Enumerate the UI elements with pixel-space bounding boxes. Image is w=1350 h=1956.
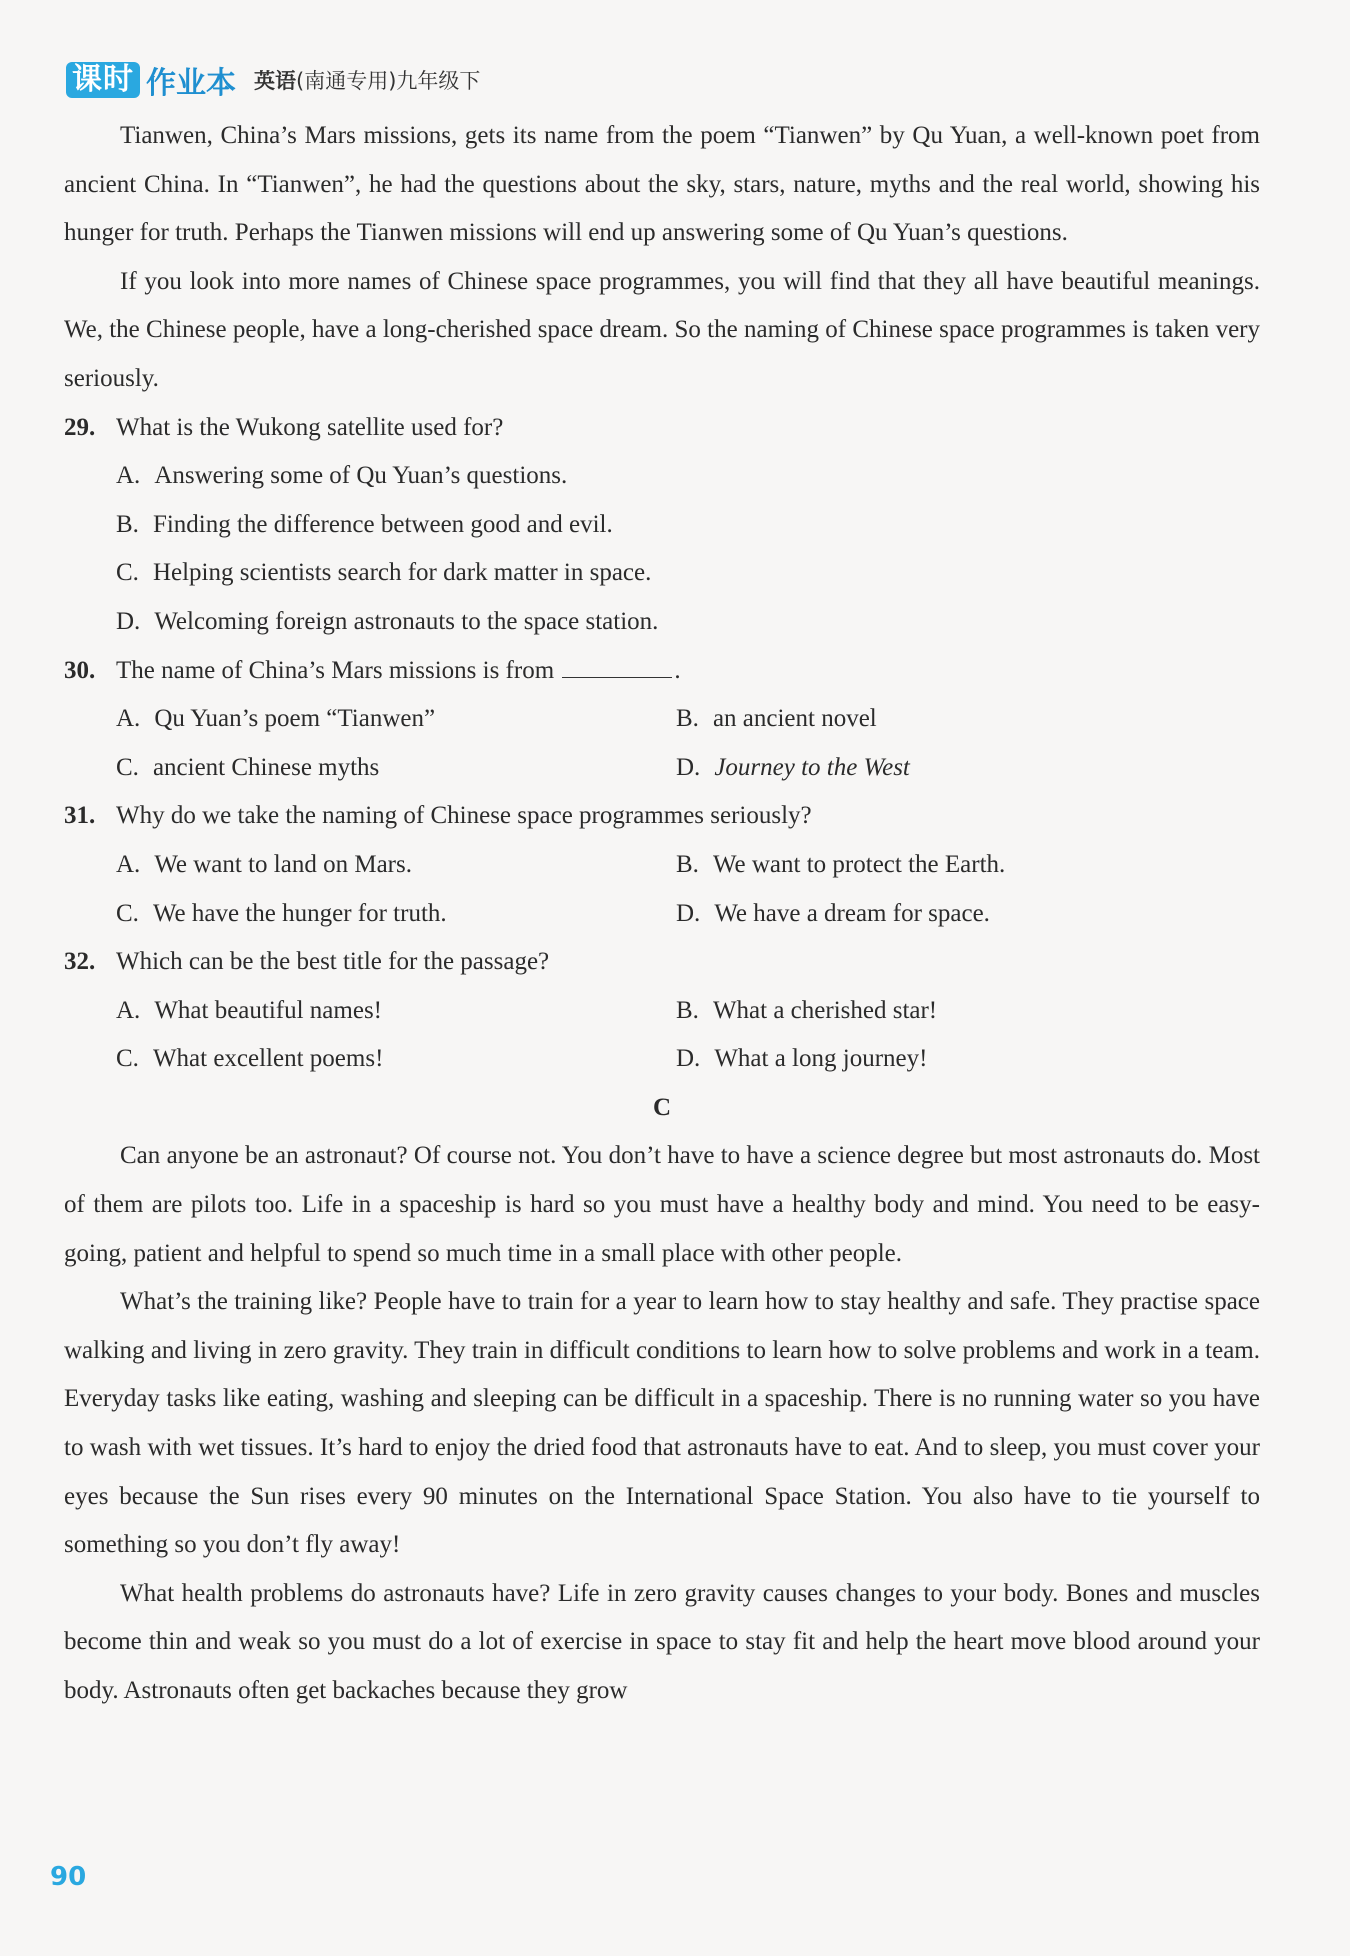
question-number: 29.: [64, 413, 96, 441]
option-a[interactable]: [116, 452, 1260, 501]
option-text: Journey to the West: [714, 753, 910, 781]
option-c[interactable]: [116, 744, 676, 793]
question-number: 32.: [64, 948, 96, 976]
question-31-options: [64, 841, 1260, 938]
page-content: [64, 112, 1260, 1716]
option-b[interactable]: [676, 695, 1236, 744]
option-text: What a cherished star!: [712, 996, 938, 1024]
paragraph-naming: If you look into more names of Chinese space programmes, you will find that they all have beautiful meanings. We, the Chinese people, have a long-cherished space dream. So the naming of Chinese space programmes is taken very seriously.: [64, 267, 1260, 392]
answer-blank[interactable]: [562, 655, 672, 678]
logo-badge: 课时: [66, 62, 140, 98]
question-text: What is the Wukong satellite used for?: [116, 413, 504, 441]
option-letter: B.: [676, 850, 699, 878]
option-text: We want to protect the Earth.: [712, 850, 1006, 878]
paragraph-who-can: Can anyone be an astronaut? Of course not. You don’t have to have a science degree but most astronauts do. Most of them are pilots too. Life in a spaceship is hard so you must have a healthy body and mind. You need to be easy-going, patient and helpful to spend so much time in a small place with other people.: [64, 1142, 1260, 1267]
option-row: [116, 841, 1260, 890]
option-b[interactable]: [116, 501, 1260, 550]
option-text: Answering some of Qu Yuan’s questions.: [154, 462, 568, 490]
question-31: [64, 792, 1260, 841]
option-text: We want to land on Mars.: [154, 850, 412, 878]
option-text: ancient Chinese myths: [152, 753, 380, 781]
subject-title: [254, 65, 480, 95]
paragraph-training: What’s the training like? People have to train for a year to learn how to stay healthy and safe. They practise space walking and living in zero gravity. They train in difficult conditions to learn how to solve problems and work in a team. Everyday tasks like eating, washing and sleeping can be difficult in a spaceship. There is no running water so you have to wash with wet tissues. It’s hard to enjoy the dried food that astronauts have to eat. And to sleep, you must cover your eyes because the Sun rises every 90 minutes on the International Space Station. You also have to tie yourself to something so you don’t fly away!: [64, 1288, 1260, 1559]
option-letter: C.: [116, 1045, 139, 1073]
question-end: .: [674, 656, 681, 684]
question-text: Which can be the best title for the passage?: [116, 948, 550, 976]
option-text: We have the hunger for truth.: [152, 899, 447, 927]
option-text: What excellent poems!: [152, 1045, 384, 1073]
question-30-options: [64, 695, 1260, 792]
option-c[interactable]: [116, 890, 676, 939]
option-d[interactable]: [676, 1035, 1236, 1084]
option-row: [116, 987, 1260, 1036]
option-letter: A.: [116, 462, 141, 490]
subject-bold: 英语: [254, 69, 296, 93]
question-29-options: [64, 452, 1260, 646]
option-letter: B.: [116, 510, 139, 538]
option-text: an ancient novel: [712, 705, 877, 733]
option-letter: D.: [116, 607, 141, 635]
option-d[interactable]: [116, 598, 1260, 647]
option-a[interactable]: [116, 841, 676, 890]
question-text: Why do we take the naming of Chinese space programmes seriously?: [116, 802, 812, 830]
option-letter: C.: [116, 899, 139, 927]
page-number: 90: [50, 1862, 87, 1892]
paragraph-tianwen: Tianwen, China’s Mars missions, gets its name from the poem “Tianwen” by Qu Yuan, a well-known poet from ancient China. In “Tianwen”, he had the questions about the sky, stars, nature, myths and the real world, showing his hunger for truth. Perhaps the Tianwen missions will end up answering some of Qu Yuan’s questions.: [64, 122, 1260, 247]
option-text: What a long journey!: [714, 1045, 928, 1073]
option-letter: C.: [116, 559, 139, 587]
page-header: [66, 58, 480, 102]
option-letter: B.: [676, 705, 699, 733]
question-32-options: [64, 987, 1260, 1084]
option-letter: B.: [676, 996, 699, 1024]
option-text: What beautiful names!: [154, 996, 382, 1024]
option-letter: A.: [116, 705, 141, 733]
option-text: Helping scientists search for dark matter in space.: [152, 559, 652, 587]
paragraph-health: What health problems do astronauts have? Life in zero gravity causes changes to your body. Bones and muscles become thin and weak so you must do a lot of exercise in space to stay fit and help the heart move blood around your body. Astronauts often get backaches because they grow: [64, 1579, 1260, 1704]
option-text: We have a dream for space.: [714, 899, 990, 927]
series-name: 作业本: [146, 66, 236, 101]
option-text: Welcoming foreign astronauts to the space station.: [154, 607, 659, 635]
option-b[interactable]: [676, 841, 1236, 890]
option-c[interactable]: [116, 549, 1260, 598]
option-letter: D.: [676, 899, 701, 927]
option-letter: D.: [676, 1045, 701, 1073]
question-text-wrap: [116, 647, 1260, 696]
option-letter: C.: [116, 753, 139, 781]
option-b[interactable]: [676, 987, 1236, 1036]
option-a[interactable]: [116, 987, 676, 1036]
question-29: [64, 404, 1260, 453]
option-letter: A.: [116, 996, 141, 1024]
subject-rest: (南通专用)九年级下: [296, 69, 481, 93]
question-number: 31.: [64, 802, 96, 830]
option-row: [116, 1035, 1260, 1084]
option-letter: A.: [116, 850, 141, 878]
option-d[interactable]: [676, 890, 1236, 939]
option-d[interactable]: [676, 744, 1236, 793]
option-row: [116, 744, 1260, 793]
question-text: The name of China’s Mars missions is from: [116, 656, 555, 684]
option-row: [116, 695, 1260, 744]
question-30: [64, 647, 1260, 696]
question-number: 30.: [64, 656, 96, 684]
option-row: [116, 890, 1260, 939]
section-heading: C: [652, 1093, 672, 1121]
question-32: [64, 938, 1260, 987]
option-c[interactable]: [116, 1035, 676, 1084]
option-letter: D.: [676, 753, 701, 781]
series-logo: [66, 58, 236, 102]
option-text: Finding the difference between good and evil.: [152, 510, 613, 538]
option-a[interactable]: [116, 695, 676, 744]
option-text: Qu Yuan’s poem “Tianwen”: [154, 705, 436, 733]
